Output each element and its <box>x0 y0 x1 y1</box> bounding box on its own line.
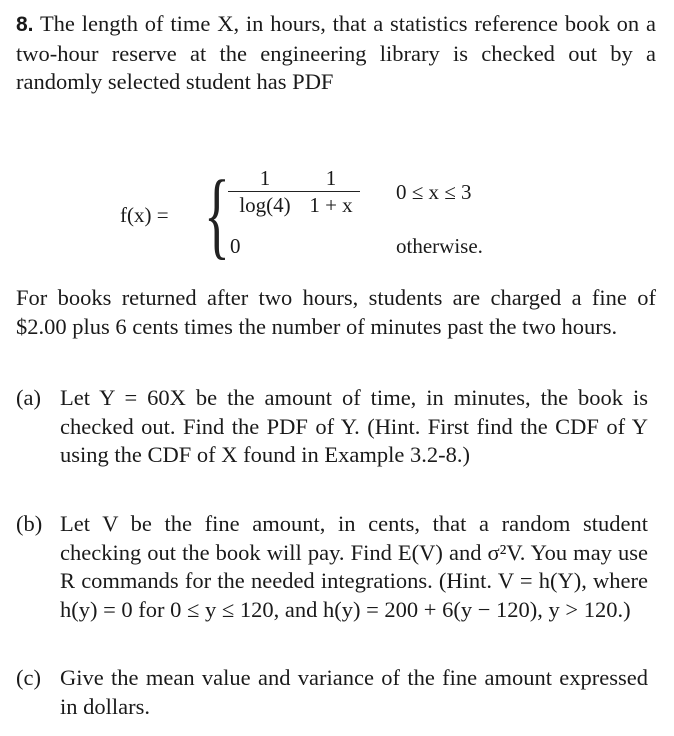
fraction-one-over-log4 <box>228 166 302 218</box>
case1-condition: 0 ≤ x ≤ 3 <box>396 180 472 204</box>
fraction-numerator: 1 <box>228 166 302 192</box>
problem-number: 8. <box>16 13 34 36</box>
fraction-one-over-one-plus-x <box>302 166 360 218</box>
fine-paragraph: For books returned after two hours, students are charged a fine of $2.00 plus 6 cents times the number of minutes past the two hours. <box>16 285 656 339</box>
part-text: Let V be the fine amount, in cents, that a random student checking out the book will pay. Find E(V) and σ²V. You may use R commands for the needed integrations. (Hint. V = h(Y), where h(y) = 0 for 0 ≤ y ≤ 120, and h(y) = 200 + 6(y − 120), y > 120.) <box>60 511 648 622</box>
formula-lhs: f(x) = <box>120 203 169 227</box>
problem-intro-paragraph <box>16 10 656 97</box>
left-brace-icon: { <box>204 161 230 269</box>
part-text: Give the mean value and variance of the fine amount expressed in dollars. <box>60 665 648 719</box>
part-label: (b) <box>16 511 43 536</box>
part-label: (a) <box>16 385 41 410</box>
fraction-denominator: 1 + x <box>309 193 353 217</box>
part-text: Let Y = 60X be the amount of time, in minutes, the book is checked out. Find the PDF of Y. (Hint. First find the CDF of Y using the CDF of X found in Example 3.2-8.) <box>60 385 648 467</box>
part-c <box>16 664 648 726</box>
problem-intro-text: The length of time X, in hours, that a statistics reference book on a two-hour reserve at the engineering library is checked out by a randomly selected student has PDF <box>16 11 656 94</box>
case2-value: 0 <box>230 234 241 258</box>
part-b <box>16 510 648 660</box>
fraction-denominator: log(4) <box>239 193 291 217</box>
part-a <box>16 384 648 504</box>
fraction-numerator: 1 <box>302 166 360 192</box>
pdf-formula <box>0 158 674 278</box>
part-label: (c) <box>16 665 41 690</box>
case2-condition: otherwise. <box>396 234 483 258</box>
